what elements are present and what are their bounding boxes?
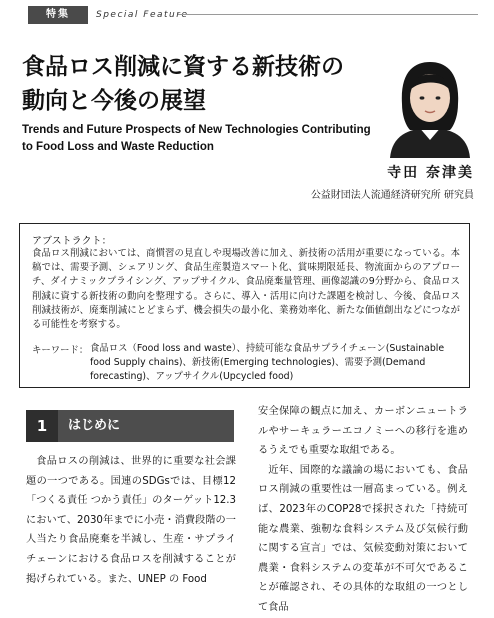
header-rule [178, 14, 478, 15]
abstract-box [19, 223, 470, 388]
section-number: 1 [26, 410, 58, 442]
left-paragraph: 食品ロスの削減は、世界的に重要な社会課題の一つである。国連のSDGsでは、目標12「つくる責任 つかう責任」のターゲット12.3において、2030年までに小売・消費段階の一人当たり食品廃棄を半減し、生産・サプライチェーンにおける食品ロスを削減することが掲げられている。また、UNEP の Food [26, 456, 236, 585]
title-line-2: 動向と今後の展望 [22, 88, 206, 114]
author-portrait-icon [384, 54, 476, 158]
body-column-right [258, 402, 468, 618]
keywords-list: 食品ロス（Food loss and waste）、持続可能な食品サプライチェーン(Sustainable food Supply chains)、新技術(Emerging technologies)、需要予測(Demand forecasting)、アップサイクル(Upcycled food) [90, 343, 445, 383]
abstract-body: 食品ロス削減においては、商慣習の見直しや現場改善に加え、新技術の活用が重要になっている。本稿では、需要予測、シェアリング、食品生産製造スマート化、賞味期限延長、物流面からのアプローチ、ダイナミックプライシング、アップサイクル、食品廃棄量管理、画像認識の9分野から、食品ロス削減に資する新技術の動向を整理する。さらに、導入・活用に向けた課題を検討し、今後、食品ロス削減技術が、廃棄削減にとどまらず、機会損失の最小化、業務効率化、新たな価値創出などにつながる可能性を考察する。 [32, 248, 460, 331]
title-line-1: 食品ロス削減に資する新技術の [22, 54, 344, 80]
right-paragraph-1: 安全保障の観点に加え、カーボンニュートラルやサーキュラーエコノミーへの移行を進めるうえでも重要な取組である。 [258, 406, 468, 457]
section-title: はじめに [68, 418, 121, 433]
header-label: Special Feature [96, 10, 189, 20]
author-affiliation: 公益財団法人流通経済研究所 研究員 [310, 190, 474, 201]
header-tag: 特集 [28, 6, 88, 24]
body-column-left [26, 452, 236, 589]
abstract-heading: アブストラクト： [32, 236, 112, 247]
article-title [22, 50, 382, 118]
section-heading [26, 410, 234, 442]
author-name: 寺田 奈津美 [387, 165, 474, 181]
english-title: Trends and Future Prospects of New Technologies Contributing to Food Loss and Waste Reduction [22, 124, 371, 153]
right-paragraph-2: 近年、国際的な議論の場においても、食品ロス削減の重要性は一層高まっている。例えば、2023年のCOP28で採択された「持続可能な農業、強靭な食料システム及び気候行動に関する宣言」では、気候変動対策において農業・食料システムの変革が不可欠であることが確認され、その具体的な取組の一つとして食品 [258, 464, 468, 613]
header-bar [0, 6, 494, 24]
keywords-label: キーワード： [32, 345, 89, 356]
